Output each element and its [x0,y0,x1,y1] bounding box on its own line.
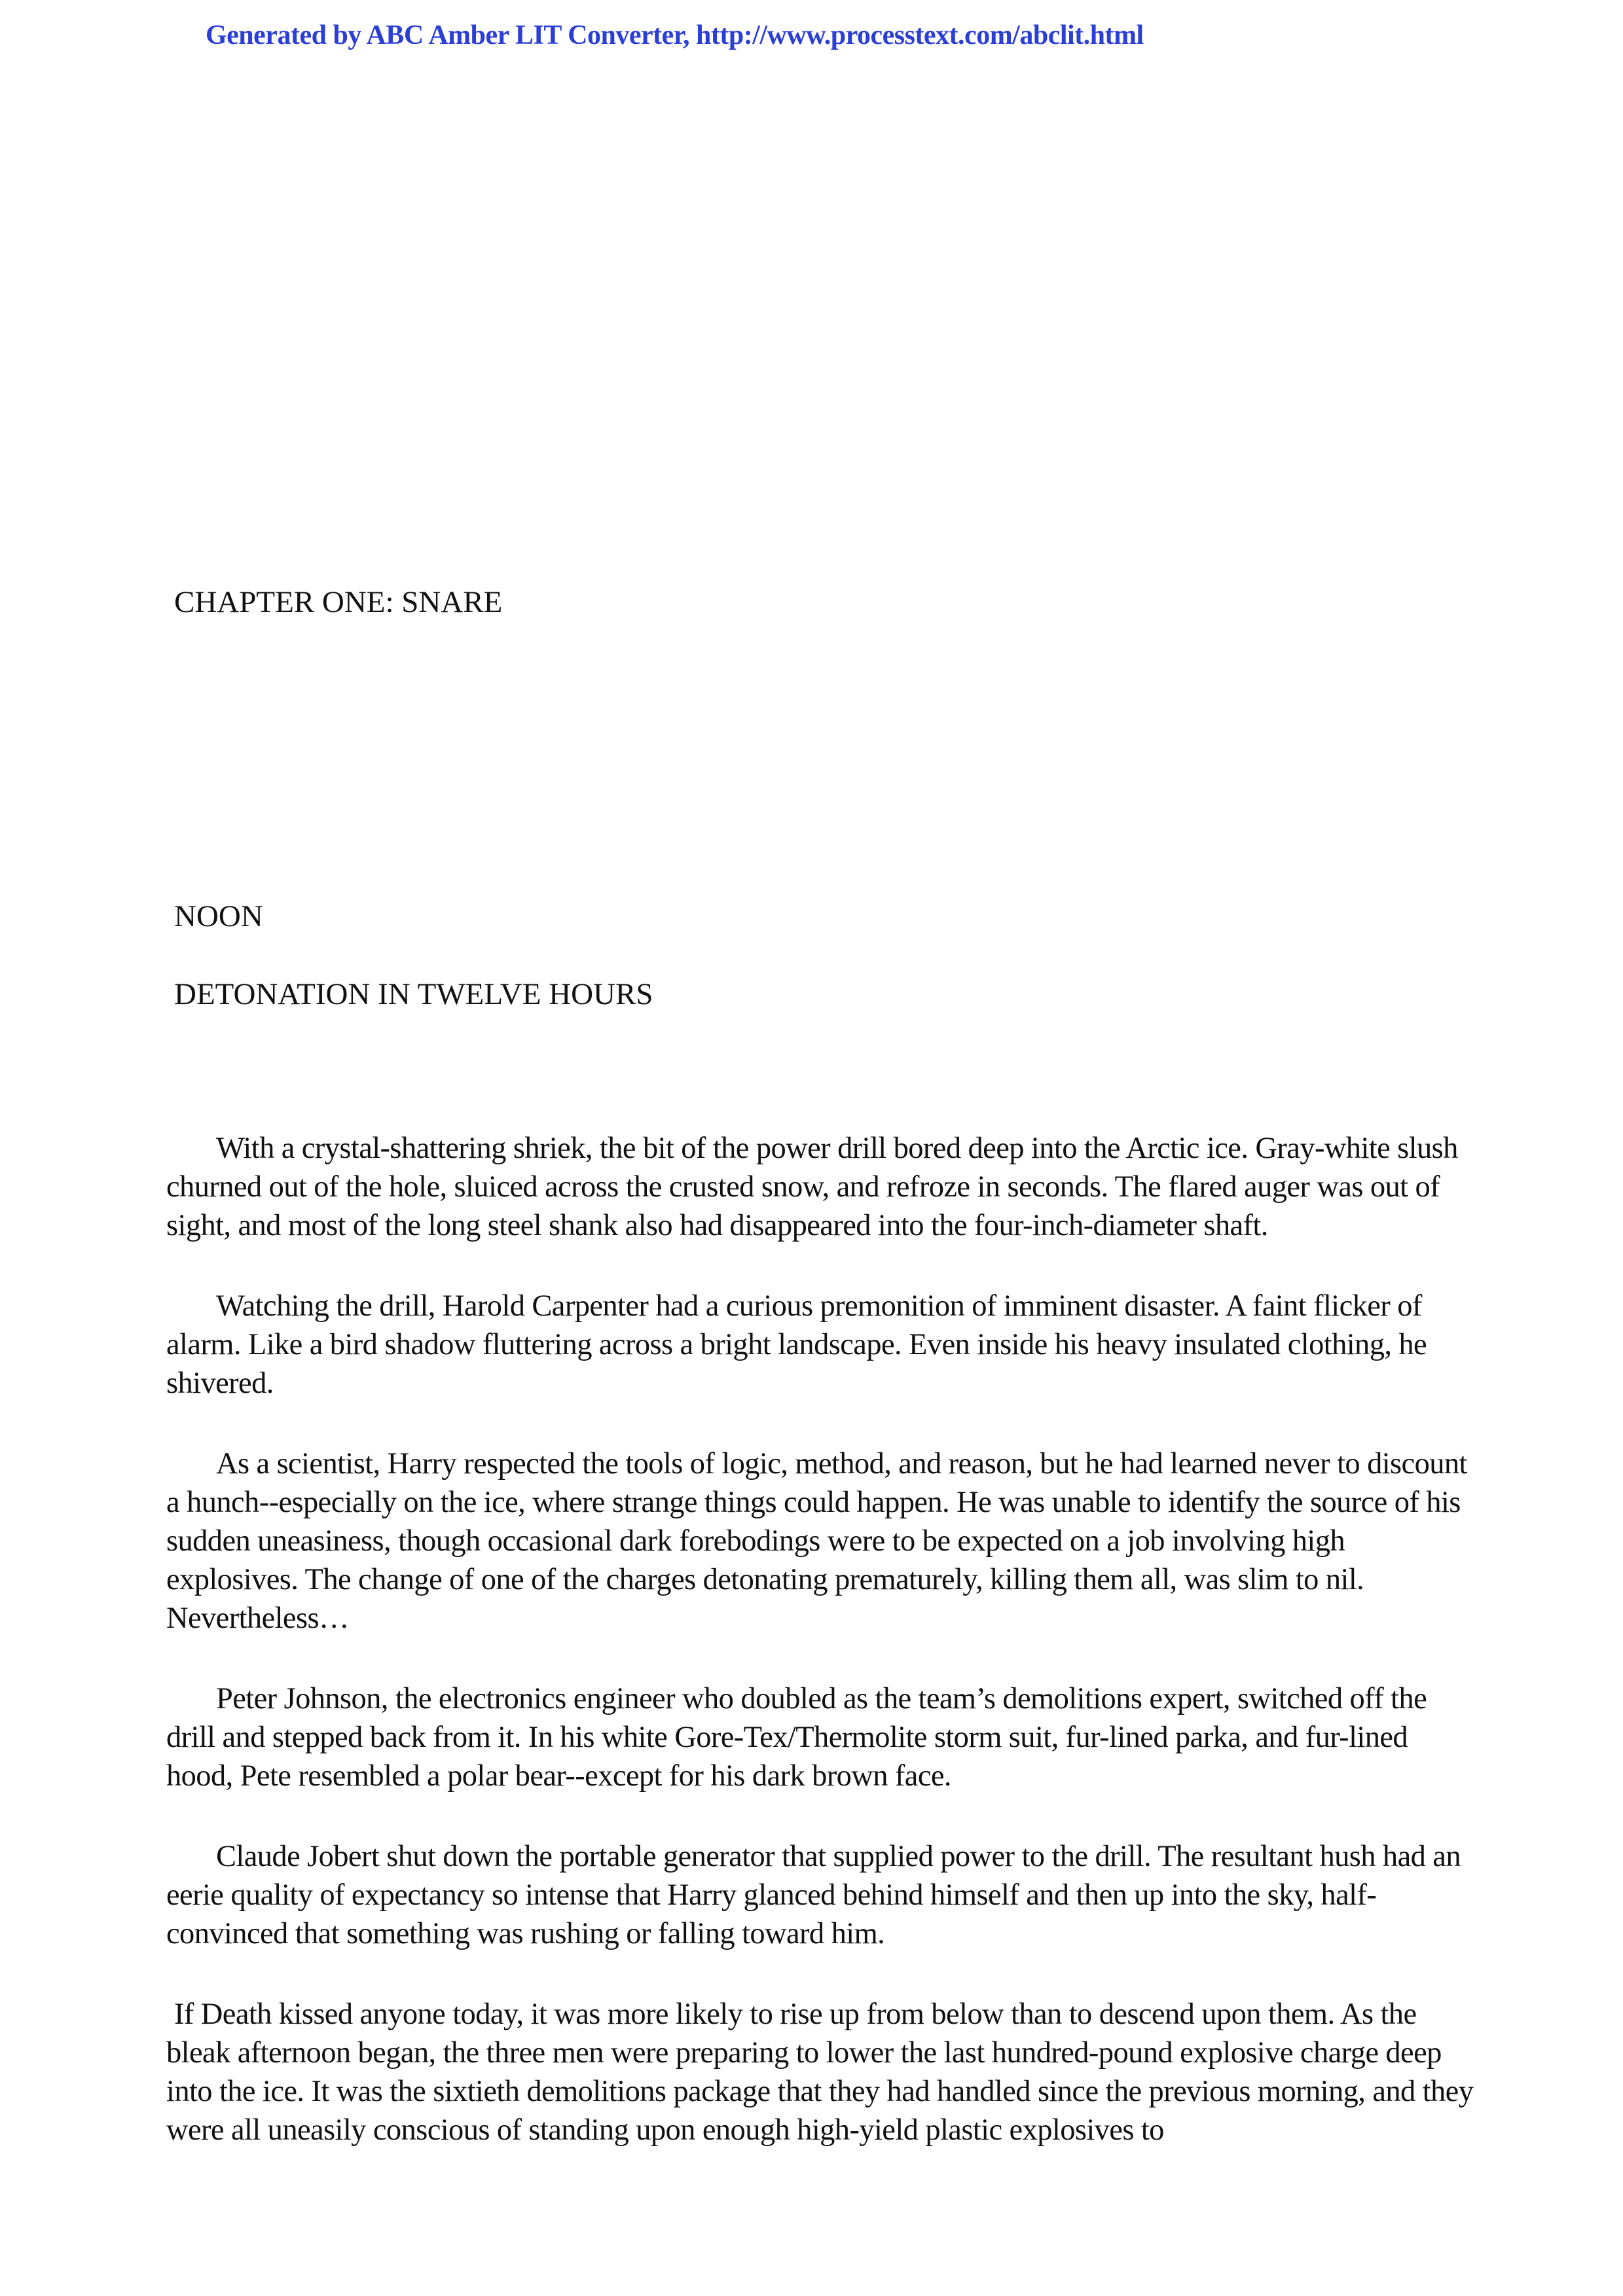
paragraph-4: Peter Johnson, the electronics engineer who doubled as the team’s demolitions expert, switched off the drill and stepped back from it. In his white Gore-Tex/Thermolite storm suit, fur-lined parka, and fur-lined hood, Pete resembled a polar bear--except for his dark brown face. [166,1682,1427,1793]
chapter-body [166,1129,1476,2191]
countdown-label: DETONATION IN TWELVE HOURS [174,977,653,1011]
paragraph-2: Watching the drill, Harold Carpenter had a curious premonition of imminent disaster. A faint flicker of alarm. Like a bird shadow fluttering across a bright landscape. Even inside his heavy insulated clothing, he shivered. [166,1289,1427,1400]
paragraph-5: Claude Jobert shut down the portable generator that supplied power to the drill. The resultant hush had an eerie quality of expectancy so intense that Harry glanced behind himself and then up into the sky, half-convinced that something was rushing or falling toward him. [166,1840,1461,1950]
paragraph-3: As a scientist, Harry respected the tools of logic, method, and reason, but he had learned never to discount a hunch--especially on the ice, where strange things could happen. He was unable to identify the source of his sudden uneasiness, though occasional dark forebodings were to be expected on a job involving high explosives. The change of one of the charges detonating prematurely, killing them all, was slim to nil. Nevertheless… [166,1447,1467,1635]
paragraph-6: If Death kissed anyone today, it was more likely to rise up from below than to descend upon them. As the bleak afternoon began, the three men were preparing to lower the last hundred-pound explosive charge deep into the ice. It was the sixtieth demolitions package that they had handled since the previous morning, and they were all uneasily conscious of standing upon enough high-yield plastic explosives to [166,1998,1474,2147]
generator-link[interactable]: Generated by ABC Amber LIT Converter, http://www.processtext.com/abclit.html [206,20,1144,50]
chapter-title: CHAPTER ONE: SNARE [174,585,503,619]
paragraph-1: With a crystal-shattering shriek, the bit of the power drill bored deep into the Arctic ice. Gray-white slush churned out of the hole, sluiced across the crusted snow, and refroze in seconds. The flared auger was out of sight, and most of the long steel shank also had disappeared into the four-inch-diameter shaft. [166,1132,1458,1242]
time-label: NOON [174,899,263,933]
